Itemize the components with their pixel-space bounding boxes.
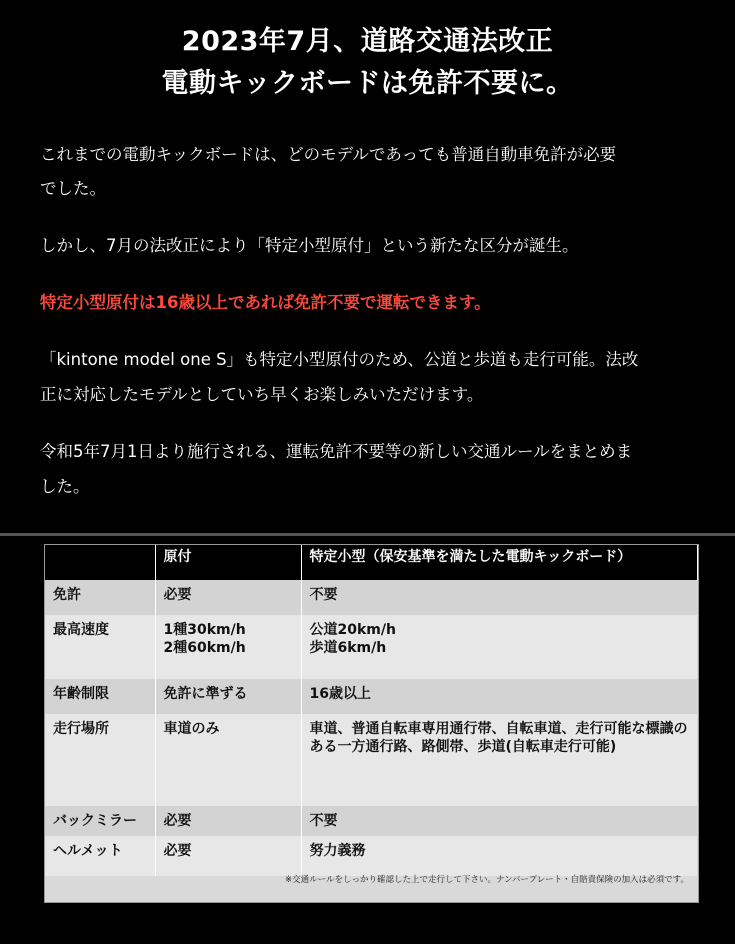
paragraph-5-line1: 令和5年7月1日より施行される、運転免許不要等の新しい交通ルールをまとめま — [40, 442, 633, 461]
paragraph-4-line1: 「kintone model one S」も特定小型原付のため、公道と歩道も走行可能。法改 — [40, 350, 639, 369]
table-header-tokutei: 特定小型（保安基準を満たした電動キックボード） — [301, 545, 697, 580]
paragraph-1-line2: でした。 — [40, 179, 106, 198]
table-header-gentsuki: 原付 — [155, 545, 301, 580]
table-header-row — [45, 545, 697, 580]
cell-tokutei: 不要 — [301, 580, 697, 615]
cell-gentsuki: 1種30km/h 2種60km/h — [155, 615, 301, 679]
paragraph-5-line2: した。 — [40, 477, 90, 496]
cell-gentsuki: 車道のみ — [155, 714, 301, 806]
table-row — [45, 679, 697, 714]
table-row — [45, 615, 697, 679]
table-header-empty — [45, 545, 155, 580]
cell-tokutei: 車道、普通自転車専用通行帯、自転車道、走行可能な標識のある一方通行路、路側帯、歩道(自転車走行可能) — [301, 714, 697, 806]
cell-gentsuki: 必要 — [155, 580, 301, 615]
page-title-line2: 電動キックボードは免許不要に。 — [161, 68, 574, 99]
cell-tokutei: 公道20km/h 歩道6km/h — [301, 615, 697, 679]
row-label-travel-area: 走行場所 — [45, 714, 155, 806]
row-label-back-mirror: バックミラー — [45, 806, 155, 836]
comparison-table — [44, 544, 699, 903]
paragraph-1-line1: これまでの電動キックボードは、どのモデルであっても普通自動車免許が必要 — [40, 145, 617, 164]
row-label-max-speed: 最高速度 — [45, 615, 155, 679]
cell-tokutei: 不要 — [301, 806, 697, 836]
row-label-helmet: ヘルメット — [45, 836, 155, 876]
cell-tokutei: 16歳以上 — [301, 679, 697, 714]
table-row — [45, 580, 697, 615]
table-row — [45, 806, 697, 836]
highlight-paragraph: 特定小型原付は16歳以上であれば免許不要で運転できます。 — [40, 293, 491, 312]
table-footnote: ※交通ルールをしっかり確認した上で走行して下さい。ナンバープレート・自賠責保険の加入は必須です。 — [285, 875, 689, 885]
cell-gentsuki: 必要 — [155, 836, 301, 876]
paragraph-4-line2: 正に対応したモデルとしていち早くお楽しみいただけます。 — [40, 385, 484, 404]
row-label-license: 免許 — [45, 580, 155, 615]
row-label-age-limit: 年齢制限 — [45, 679, 155, 714]
table-row — [45, 714, 697, 806]
paragraph-2: しかし、7月の法改正により「特定小型原付」という新たな区分が誕生。 — [40, 236, 579, 255]
cell-gentsuki: 必要 — [155, 806, 301, 836]
table-row — [45, 836, 697, 876]
cell-tokutei: 努力義務 — [301, 836, 697, 876]
cell-gentsuki: 免許に準ずる — [155, 679, 301, 714]
page-title-line1: 2023年7月、道路交通法改正 — [181, 26, 554, 57]
